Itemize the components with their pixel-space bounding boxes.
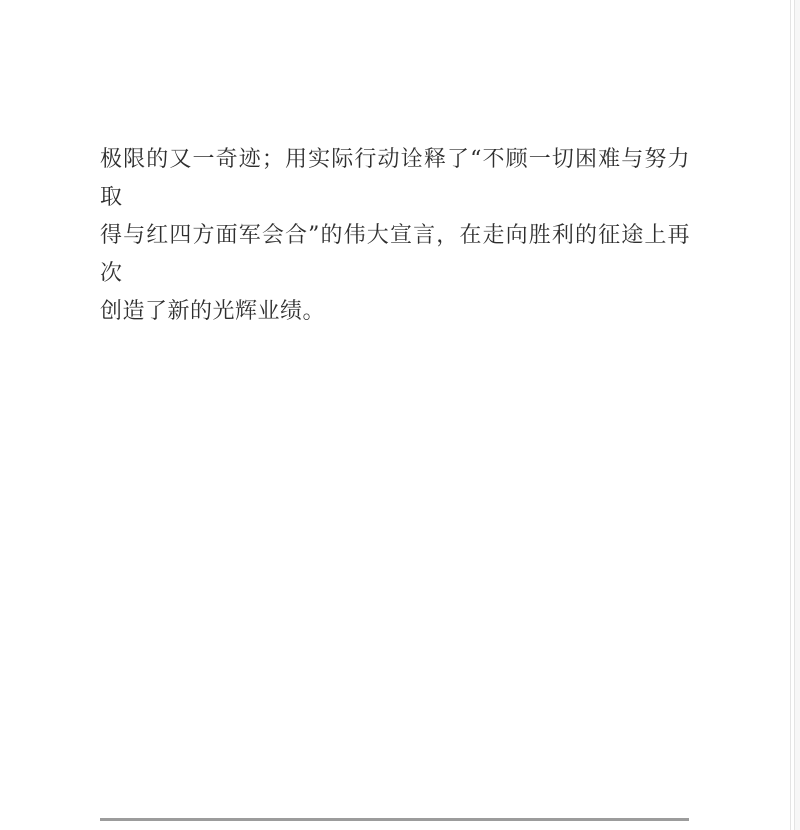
page-edge-line-inner [790,0,791,830]
paragraph-line-2: 得与红四方面军会合”的伟大宣言，在走向胜利的征途上再次 [100,223,690,286]
footer-separator-rule [100,818,689,821]
paragraph-line-1: 极限的又一奇迹；用实际行动诠释了“不顾一切困难与努力取 [100,147,690,210]
paragraph-block [100,141,690,331]
paragraph-line-3: 创造了新的光辉业绩。 [100,299,326,324]
page-edge-strip [795,0,800,830]
